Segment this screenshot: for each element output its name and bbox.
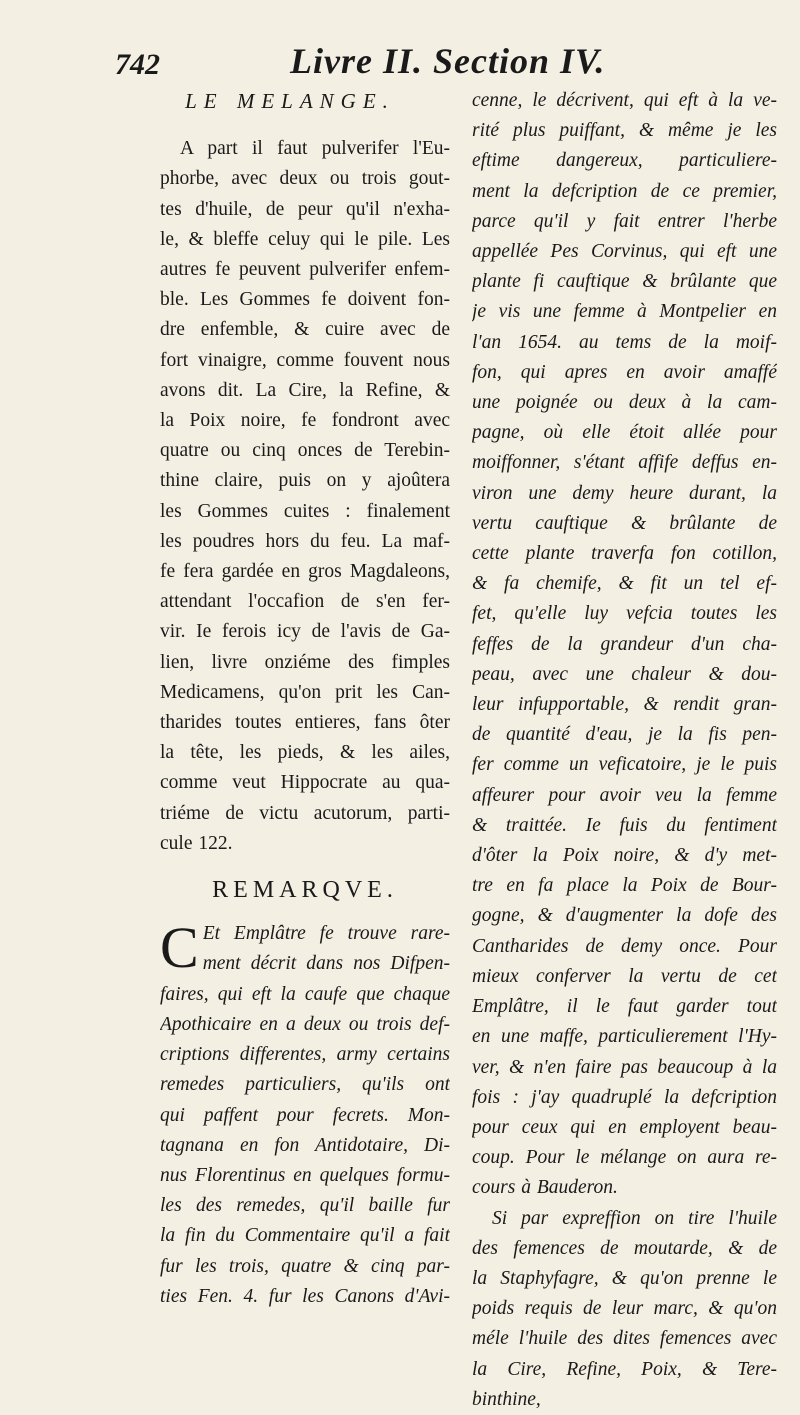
text-line: eftime dangereux, particuliere- bbox=[472, 150, 777, 172]
text-line: des femences de moutarde, & de bbox=[472, 1237, 777, 1259]
text-line: feffes de la grandeur d'un cha- bbox=[472, 633, 777, 655]
text-line: d'ôter la Poix noire, & d'y met- bbox=[472, 845, 777, 867]
text-line: ver, & n'en faire pas beaucoup à la bbox=[472, 1056, 777, 1078]
page-header bbox=[115, 40, 755, 88]
text-line: plante fi cauftique & brûlante que bbox=[472, 271, 777, 293]
text-line: peau, avec une chaleur & dou- bbox=[472, 663, 777, 685]
text-line: autres fe peuvent pulverifer enfem- bbox=[160, 259, 450, 281]
text-line: tes d'huile, de peur qu'il n'exha- bbox=[160, 198, 450, 220]
text-line: fur les trois, quatre & cinq par- bbox=[160, 1255, 450, 1277]
text-line: méle l'huile des dites femences avec bbox=[472, 1328, 777, 1350]
text-line: mieux conferver la vertu de cet bbox=[472, 965, 777, 987]
text-line: phorbe, avec deux ou trois gout- bbox=[160, 168, 450, 190]
text-line: pour ceux qui en employent beau- bbox=[472, 1116, 777, 1138]
text-line: Medicamens, qu'on prit les Can- bbox=[160, 681, 450, 703]
text-line: Apothicaire en a deux ou trois def- bbox=[160, 1013, 450, 1035]
section-title: LE MELANGE. bbox=[185, 89, 395, 113]
text-line: Emplâtre, il le faut garder tout bbox=[472, 996, 777, 1018]
remarque-heading: REMARQVE. bbox=[212, 877, 398, 904]
text-line: attendant l'occafion de s'en fer- bbox=[160, 591, 450, 613]
text-line: l'an 1654. au tems de la moif- bbox=[472, 331, 777, 353]
text-line: ble. Les Gommes fe doivent fon- bbox=[160, 289, 450, 311]
text-line: fer comme un veficatoire, je le puis bbox=[472, 754, 777, 776]
text-line: une poignée ou deux à la cam- bbox=[472, 392, 777, 414]
text-line: quatre ou cinq onces de Terebin- bbox=[160, 440, 450, 462]
text-line: je vis une femme à Montpelier en bbox=[472, 301, 777, 323]
right-column bbox=[472, 86, 777, 1415]
text-line: le, & bleffe celuy qui le pile. Les bbox=[160, 228, 450, 250]
text-line: criptions differentes, army certains bbox=[160, 1044, 450, 1066]
melange-paragraph bbox=[160, 134, 450, 859]
text-line: viron une demy heure durant, la bbox=[472, 482, 777, 504]
text-line: parce qu'il y fait entrer l'herbe bbox=[472, 210, 777, 232]
text-line: en une maffe, particulierement l'Hy- bbox=[472, 1026, 777, 1048]
text-line: vertu cauftique & brûlante de bbox=[472, 512, 777, 534]
text-line: la Staphyfagre, & qu'on prenne le bbox=[472, 1267, 777, 1289]
text-line: gogne, & d'augmenter la dofe des bbox=[472, 905, 777, 927]
remarque-body-lines bbox=[160, 980, 450, 1312]
text-line: nus Florentinus en quelques formu- bbox=[160, 1164, 450, 1186]
text-line: Cantharides de demy once. Pour bbox=[472, 935, 777, 957]
text-line: remedes particuliers, qu'ils ont bbox=[160, 1074, 450, 1096]
text-line: les poudres hors du feu. La maf- bbox=[160, 530, 450, 552]
text-line: coup. Pour le mélange on aura re- bbox=[472, 1147, 777, 1169]
running-title: Livre II. Section IV. bbox=[290, 41, 606, 81]
text-line: fet, qu'elle luy vefcia toutes les bbox=[472, 603, 777, 625]
text-line: appellée Pes Corvinus, qui eft une bbox=[472, 241, 777, 263]
remarque-first-lines bbox=[160, 915, 450, 981]
text-line: tharides toutes entieres, fans ôter bbox=[160, 712, 450, 734]
text-line: les Gommes cuites : finalement bbox=[160, 500, 450, 522]
text-line: dre enfemble, & cuire avec de bbox=[160, 319, 450, 341]
text-line: affeurer pour avoir veu la femme bbox=[472, 784, 777, 806]
drop-cap: C bbox=[160, 915, 199, 981]
text-line: qui paffent pour fecrets. Mon- bbox=[160, 1104, 450, 1126]
text-line: vir. Ie ferois icy de l'avis de Ga- bbox=[160, 621, 450, 643]
expression-paragraph bbox=[472, 1204, 777, 1415]
text-line: A part il faut pulverifer l'Eu- bbox=[180, 138, 450, 160]
text-line: la tête, les pieds, & les ailes, bbox=[160, 742, 450, 764]
text-line: pagne, où elle étoit allée pour bbox=[472, 422, 777, 444]
text-line: & fa chemife, & fit un tel ef- bbox=[472, 573, 777, 595]
text-line: triéme de victu acutorum, parti- bbox=[160, 802, 450, 824]
text-line: thine claire, puis on y ajoûtera bbox=[160, 470, 450, 492]
text-line: la Poix noire, fe fondront avec bbox=[160, 410, 450, 432]
text-line: cette plante traverfa fon cotillon, bbox=[472, 543, 777, 565]
text-line: fort vinaigre, comme fouvent nous bbox=[160, 349, 450, 371]
text-line: faires, qui eft la caufe que chaque bbox=[160, 983, 450, 1005]
text-line: & traittée. Ie fuis du fentiment bbox=[472, 814, 777, 836]
text-line: fon, qui apres en avoir amaffé bbox=[472, 361, 777, 383]
text-line: Et Emplâtre fe trouve rare- bbox=[202, 923, 450, 945]
text-line: cule 122. bbox=[160, 832, 233, 854]
text-line: cours à Bauderon. bbox=[472, 1177, 618, 1199]
text-line: binthine, bbox=[472, 1388, 541, 1410]
text-line: cenne, le décrivent, qui eft à la ve- bbox=[472, 90, 777, 111]
text-line: ties Fen. 4. fur les Canons d'Avi- bbox=[160, 1285, 450, 1307]
text-line: de quantité d'eau, je la fis pen- bbox=[472, 724, 777, 746]
text-line: leur infupportable, & rendit gran- bbox=[472, 694, 777, 716]
text-line: ment décrit dans nos Difpen- bbox=[202, 953, 450, 975]
text-line: moiffonner, s'étant affife deffus en- bbox=[472, 452, 777, 474]
text-line: fe fera gardée en gros Magdaleons, bbox=[160, 561, 450, 583]
left-column bbox=[160, 86, 450, 1312]
text-line: avons dit. La Cire, la Refine, & bbox=[160, 379, 450, 401]
text-line: tagnana en fon Antidotaire, Di- bbox=[160, 1134, 450, 1156]
text-line: rité plus puiffant, & même je les bbox=[472, 120, 777, 142]
remarque-continuation bbox=[472, 86, 777, 1204]
text-line: tre en fa place la Poix de Bour- bbox=[472, 875, 777, 897]
remarque-paragraph bbox=[160, 915, 450, 1312]
text-line: poids requis de leur marc, & qu'on bbox=[472, 1298, 777, 1320]
text-line: ment la defcription de ce premier, bbox=[472, 180, 777, 202]
text-line: fois : j'ay quadruplé la defcription bbox=[472, 1086, 777, 1108]
text-line: la Cire, Refine, Poix, & Tere- bbox=[472, 1358, 777, 1380]
page-number: 742 bbox=[115, 48, 160, 81]
text-line: les des remedes, qu'il baille fur bbox=[160, 1195, 450, 1217]
text-line: la fin du Commentaire qu'il a fait bbox=[160, 1225, 450, 1247]
text-line: Si par expreffion on tire l'huile bbox=[492, 1207, 777, 1229]
text-line: comme veut Hippocrate au qua- bbox=[160, 772, 450, 794]
text-line: lien, livre onziéme des fimples bbox=[160, 651, 450, 673]
